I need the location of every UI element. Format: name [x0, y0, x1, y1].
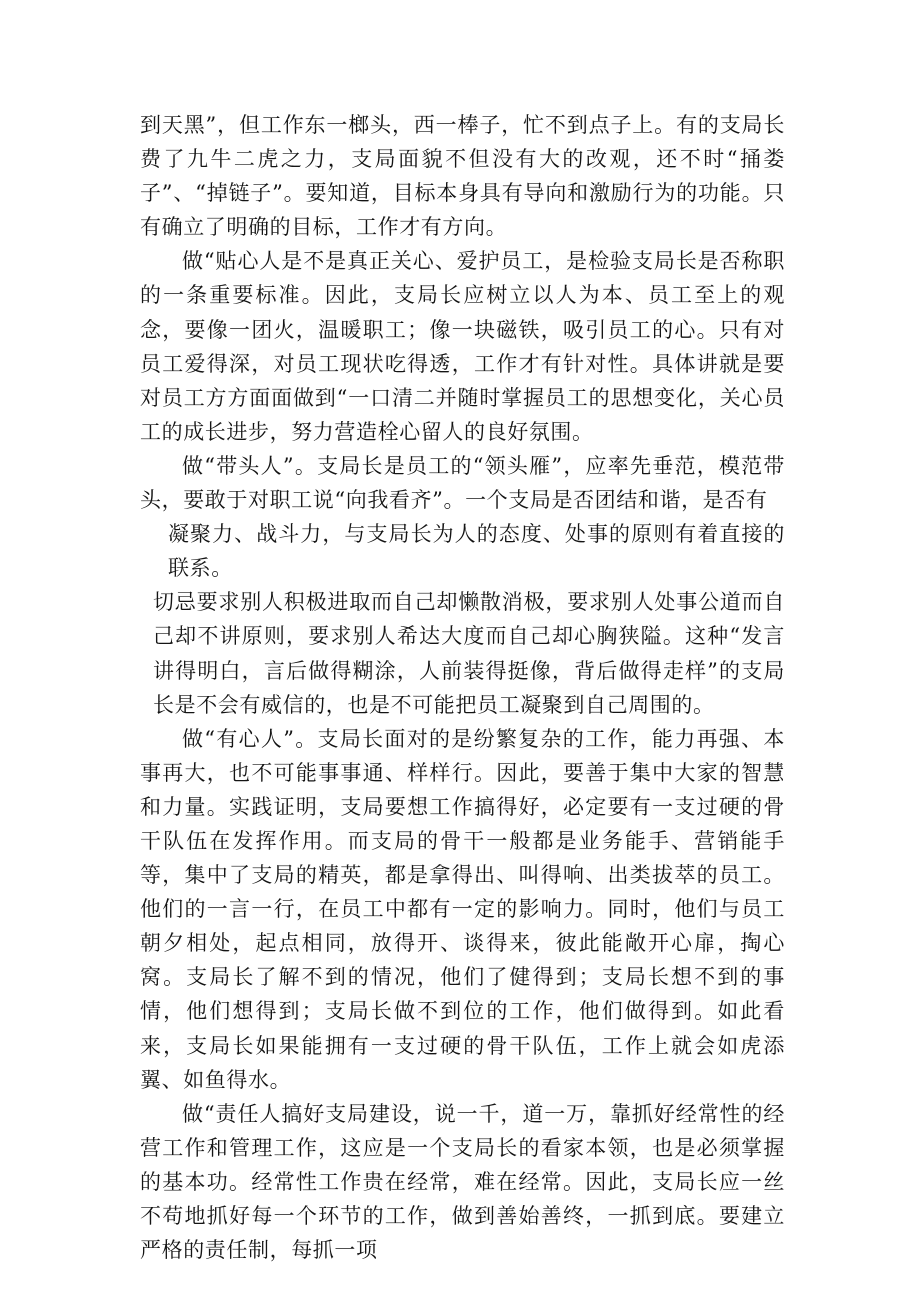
paragraph-responsible-person: 做“责任人搞好支局建设，说一千，道一万，靠抓好经常性的经营工作和管理工作，这应是一个支局长的看家本领，也是必须掌握的基本功。经常性工作贵在经常，难在经常。因此，支局长应一丝不苟地抓好每一个环节的工作，做到善始善终，一抓到底。要建立严格的责任制，每抓一项 [140, 1101, 785, 1263]
paragraph-thoughtful-person: 做“有心人”。支局长面对的是纷繁复杂的工作，能力再强、本事再大，也不可能事事通、样样行。因此，要善于集中大家的智慧和力量。实践证明，支局要想工作搞得好，必定要有一支过硬的骨干队伍在发挥作用。而支局的骨干一般都是业务能手、营销能手等，集中了支局的精英，都是拿得出、叫得响、出类拔萃的员工。他们的一言一行，在员工中都有一定的影响力。同时，他们与员工朝夕相处，起点相同，放得开、谈得来，彼此能敞开心扉，掏心窝。支局长了解不到的情况，他们了健得到；支局长想不到的事情，他们想得到；支局长做不到位的工作，他们做得到。如此看来，支局长如果能拥有一支过硬的骨干队伍，工作上就会如虎添翼、如鱼得水。 [140, 726, 785, 1092]
paragraph-leader-person-continued-rest: 切忌要求别人积极进取而自己却懒散消极，要求别人处事公道而自己却不讲原则，要求别人希达大度而自己却心胸狭隘。这种“发言讲得明白，言后做得糊涂，人前装得挺像，背后做得走样”的支局长是不会有威信的，也是不可能把员工凝聚到自己周围的。 [153, 590, 785, 717]
paragraph-caring-person: 做“贴心人是不是真正关心、爱护员工，是检验支局长是否称职的一条重要标准。因此，支局长应树立以人为本、员工至上的观念，要像一团火，温暖职工；像一块磁铁，吸引员工的心。只有对员工爱得深，对员工现状吃得透，工作才有针对性。具体讲就是要对员工方方面面做到“一口清二并随时掌握员工的思想变化，关心员工的成长进步，努力营造栓心留人的良好氛围。 [140, 249, 785, 444]
paragraph-leader-person: 做“带头人”。支局长是员工的“领头雁”，应率先垂范，模范带头，要敢于对职工说“向我看齐”。一个支局是否团结和谐，是否有 [140, 453, 785, 513]
document-body [140, 108, 785, 1267]
paragraph-leader-person-continued-first-line: 凝聚力、战斗力，与支局长为人的态度、处事的原则有着直接的联系。 [168, 522, 785, 581]
paragraph-leader-person-continued [153, 517, 785, 722]
paragraph-goal-continued: 到天黑”，但工作东一榔头，西一棒子，忙不到点子上。有的支局长费了九牛二虎之力，支局面貌不但没有大的改观，还不时“捅娄子”、“掉链子”。要知道，目标本身具有导向和激励行为的功能。只有确立了明确的目标，工作才有方向。 [140, 113, 785, 240]
